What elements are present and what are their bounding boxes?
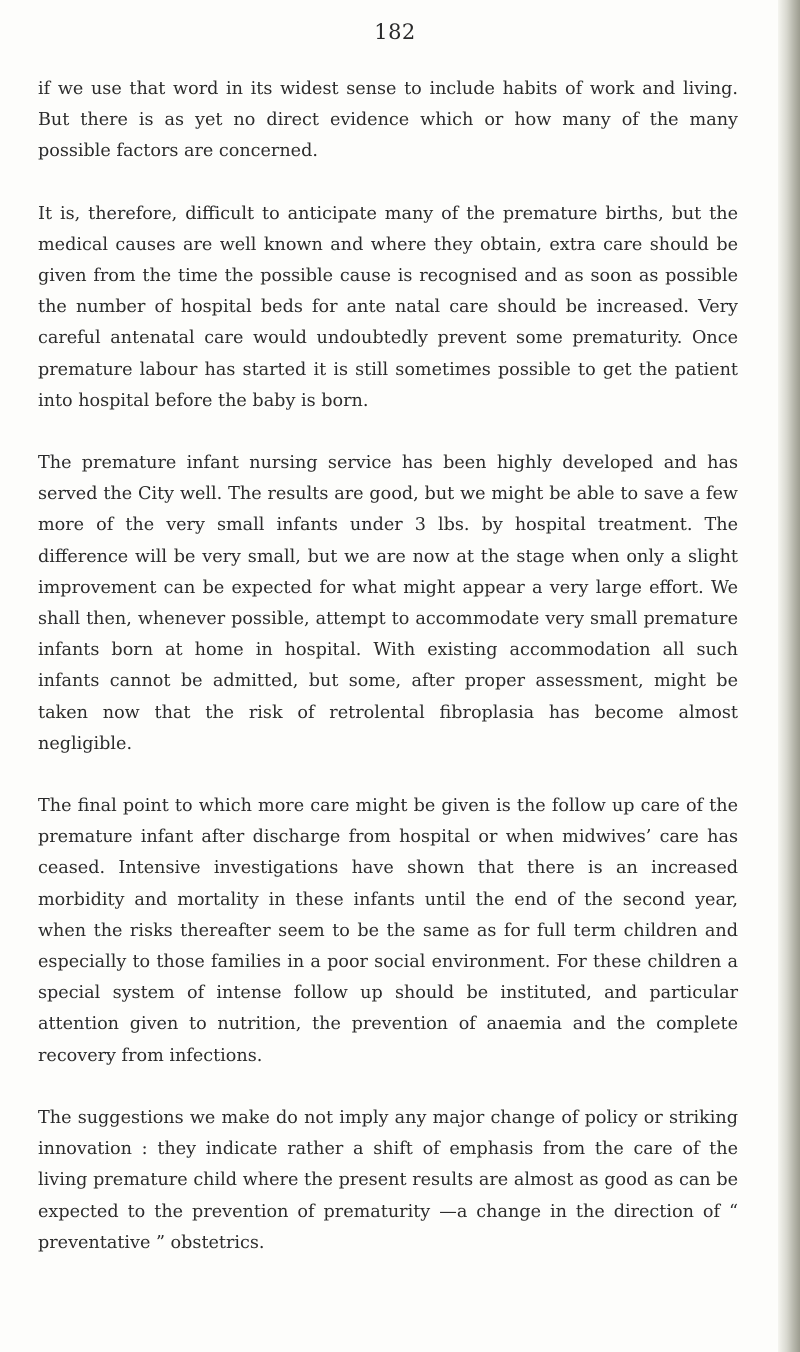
page-edge-shadow — [778, 0, 800, 1352]
paragraph-1: if we use that word in its widest sense to include habits of work and living. But there is as yet no direct evidence which or how many of the many possible factors are concerned. — [38, 79, 738, 162]
paragraph-2: It is, therefore, difficult to anticipate many of the premature births, but the medical causes are well known and where they obtain, extra care should be given from the time the possible cause is recognised and as soon as possible the number of hospital beds for ante natal care should be increased. Very careful antenatal care would undoubtedly prevent some prematurity. Once premature labour has started it is still sometimes possible to get the patient into hospital before the baby is born. — [38, 203, 738, 411]
paragraph-5: The suggestions we make do not imply any major change of policy or striking innovation : they indicate rather a shift of emphasis from the care of the living premature child where the present results are almost as good as can be expected to the prevention of prematurity —a change in the direction of “ preventative ” obstetrics. — [38, 1107, 738, 1253]
body-text — [38, 74, 738, 1259]
page-number: 182 — [374, 20, 416, 44]
paragraph-3: The premature infant nursing service has been highly developed and has served the City well. The results are good, but we might be able to save a few more of the very small infants under 3 lbs. by hospital treatment. The difference will be very small, but we are now at the stage when only a slight improvement can be expected for what might appear a very large effort. We shall then, whenever possible, attempt to accommodate very small premature infants born at home in hospital. With existing accommodation all such infants cannot be admitted, but some, after proper assessment, might be taken now that the risk of retrolental fibroplasia has become almost negligible. — [38, 453, 738, 754]
paragraph-4: The final point to which more care might be given is the follow up care of the premature infant after discharge from hospital or when midwives’ care has ceased. Intensive investigations have shown that there is an increased morbidity and mortality in these infants until the end of the second year, when the risks thereafter seem to be the same as for full term children and especially to those families in a poor social environment. For these children a special system of intense follow up should be instituted, and particular attention given to nutrition, the prevention of anaemia and the complete recovery from infections. — [38, 796, 738, 1066]
